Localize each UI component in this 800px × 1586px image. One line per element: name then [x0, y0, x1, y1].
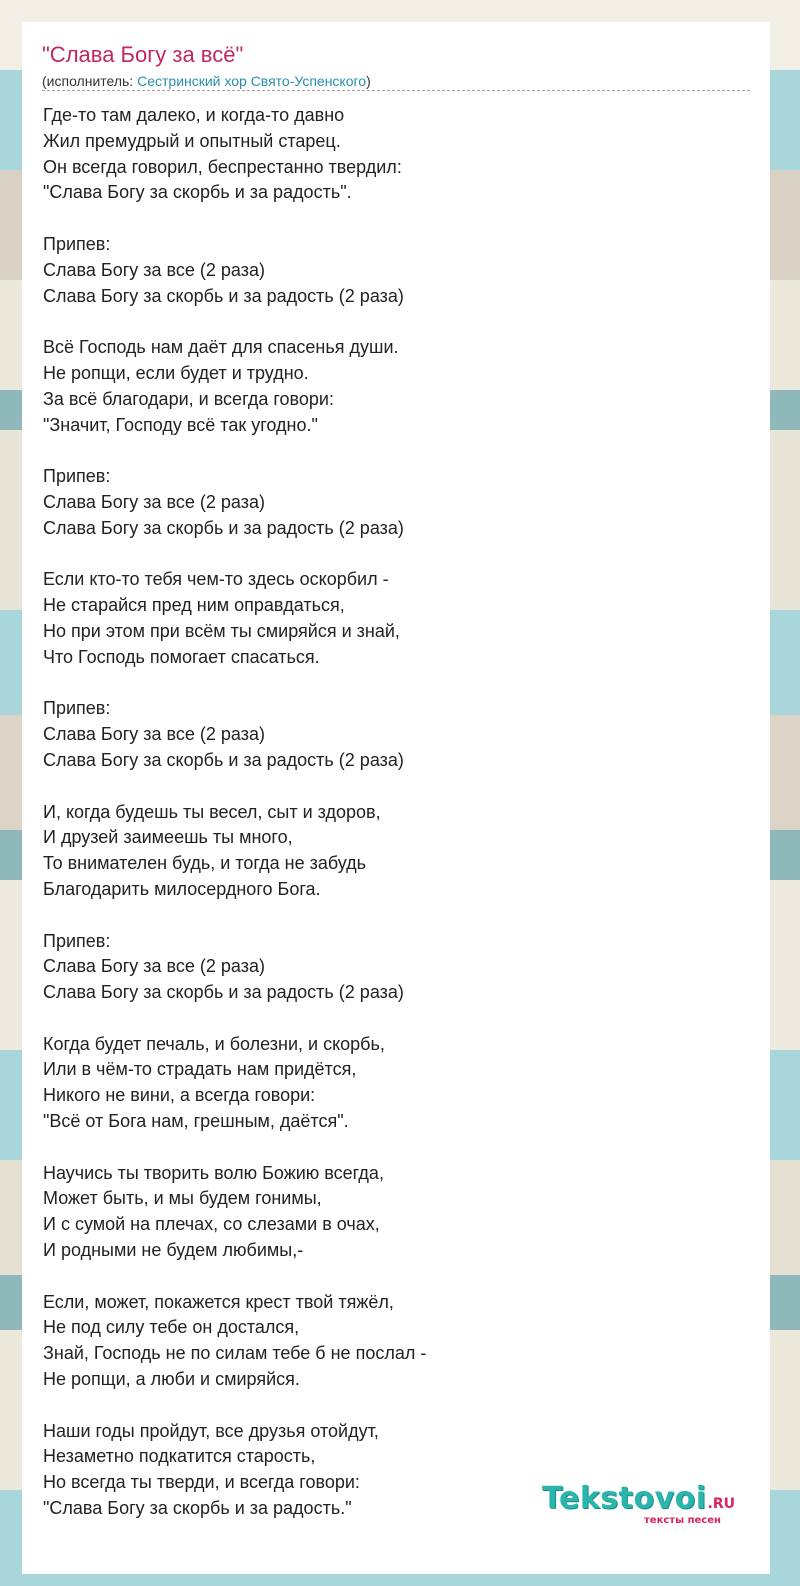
lyrics-line: Благодарить милосердного Бога. — [43, 878, 321, 899]
lyrics-line: Что Господь помогает спасаться. — [43, 646, 320, 667]
stanza-break — [43, 1006, 743, 1032]
song-title: "Слава Богу за всё" — [42, 42, 244, 67]
lyrics-line: "Значит, Господу всё так угодно." — [43, 414, 318, 435]
lyrics-line: Жил премудрый и опытный старец. — [43, 130, 341, 151]
lyrics-line: Слава Богу за скорбь и за радость (2 раза) — [43, 982, 404, 1003]
lyrics-line: Слава Богу за скорбь и за радость (2 раза) — [43, 285, 404, 306]
lyrics-line: "Всё от Бога нам, грешным, даётся". — [43, 1111, 349, 1132]
lyrics-line: Не под силу тебе он достался, — [43, 1317, 300, 1338]
lyrics-line: Но при этом при всём ты смиряйся и знай, — [43, 620, 400, 641]
lyrics-line: И друзей заимеешь ты много, — [43, 827, 293, 848]
lyrics-line: Наши годы пройдут, все друзья отойдут, — [43, 1420, 379, 1441]
lyrics-line: Не ропщи, если будет и трудно. — [43, 362, 309, 383]
lyrics-line: Научись ты творить волю Божию всегда, — [43, 1162, 384, 1183]
logo-tld: .RU — [707, 1496, 736, 1512]
lyrics-line: Слава Богу за скорбь и за радость (2 раза) — [43, 517, 404, 538]
lyrics-line: Если кто-то тебя чем-то здесь оскорбил - — [43, 569, 389, 590]
lyrics-line: Когда будет печаль, и болезни, и скорбь, — [43, 1033, 385, 1054]
lyrics-line: Незаметно подкатится старость, — [43, 1446, 316, 1467]
site-logo[interactable] — [542, 1481, 736, 1526]
stanza-break — [43, 1135, 743, 1161]
lyrics-line: За всё благодари, и всегда говори: — [43, 388, 334, 409]
lyrics-line: То внимателен будь, и тогда не забудь — [43, 853, 367, 874]
lyrics-line: Припев: — [43, 466, 111, 487]
lyrics-line: Слава Богу за скорбь и за радость (2 раза) — [43, 749, 404, 770]
logo-wordmark: Tekstovoi — [542, 1481, 707, 1516]
stanza-break — [43, 1393, 743, 1419]
stanza-break — [43, 1264, 743, 1290]
lyrics-line: И родными не будем любимы,- — [43, 1240, 304, 1261]
artist-prefix: (исполнитель: — [42, 73, 138, 89]
lyrics-line: Слава Богу за все (2 раза) — [43, 956, 265, 977]
stanza-break — [43, 774, 743, 800]
lyrics-line: Не ропщи, а люби и смиряйся. — [43, 1369, 300, 1390]
lyrics-card — [22, 22, 770, 1574]
lyrics-line: Слава Богу за все (2 раза) — [43, 259, 265, 280]
lyrics-line: Он всегда говорил, беспрестанно твердил: — [43, 156, 402, 177]
title-divider — [42, 90, 750, 91]
lyrics-line: Слава Богу за все (2 раза) — [43, 724, 265, 745]
lyrics-line: "Слава Богу за скорбь и за радость." — [43, 1498, 352, 1519]
logo-tagline: тексты песен — [644, 1515, 721, 1526]
lyrics-line: И с сумой на плечах, со слезами в очах, — [43, 1214, 380, 1235]
artist-line — [42, 72, 371, 90]
stanza-break — [43, 671, 743, 697]
stanza-break — [43, 309, 743, 335]
stanza-break — [43, 438, 743, 464]
lyrics-line: "Слава Богу за скорбь и за радость". — [43, 182, 352, 203]
lyrics-line: Может быть, и мы будем гонимы, — [43, 1188, 322, 1209]
stanza-break — [43, 542, 743, 568]
lyrics-line: Или в чём-то страдать нам придётся, — [43, 1059, 357, 1080]
lyrics-line: Припев: — [43, 930, 111, 951]
stanza-break — [43, 903, 743, 929]
lyrics-line: Припев: — [43, 698, 111, 719]
lyrics-line: Если, может, покажется крест твой тяжёл, — [43, 1291, 394, 1312]
lyrics-line: И, когда будешь ты весел, сыт и здоров, — [43, 801, 381, 822]
lyrics-line: Не старайся пред ним оправдаться, — [43, 595, 345, 616]
artist-link[interactable]: Сестринский хор Свято-Успенского — [137, 73, 367, 89]
lyrics-line: Всё Господь нам даёт для спасенья души. — [43, 337, 399, 358]
stanza-break — [43, 206, 743, 232]
lyrics-line: Где-то там далеко, и когда-то давно — [43, 105, 345, 125]
lyrics-line: Но всегда ты тверди, и всегда говори: — [43, 1472, 360, 1493]
lyrics-line: Слава Богу за все (2 раза) — [43, 491, 265, 512]
artist-suffix: ) — [366, 73, 371, 89]
lyrics-line: Знай, Господь не по силам тебе б не послал - — [43, 1343, 427, 1364]
lyrics-line: Припев: — [43, 233, 111, 254]
lyrics-text — [43, 103, 743, 1522]
lyrics-line: Никого не вини, а всегда говори: — [43, 1085, 316, 1106]
